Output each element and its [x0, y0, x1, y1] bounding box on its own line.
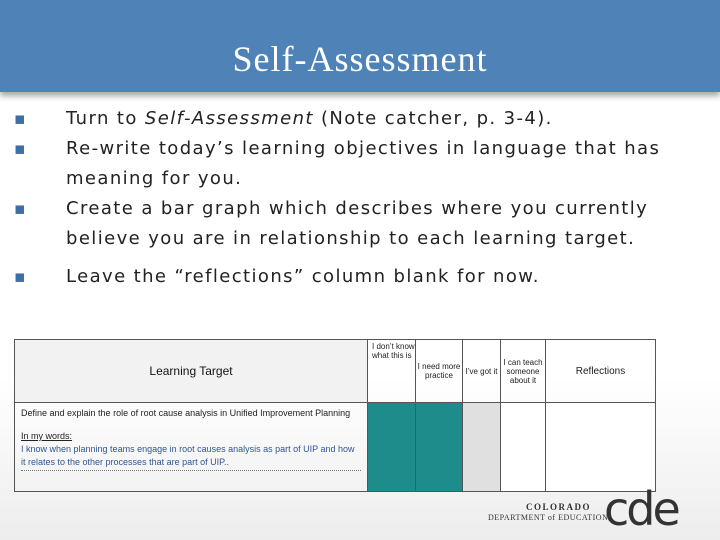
bullet-marker-icon: ▪ [14, 109, 27, 129]
bullet-text-prefix: Turn to [66, 108, 145, 129]
got-it-header: I’ve got it [463, 340, 501, 403]
bullet-marker-icon: ▪ [14, 199, 27, 219]
in-my-words-label: In my words: [21, 431, 73, 441]
cde-logo [486, 482, 696, 536]
learning-target-cell [15, 403, 368, 492]
bullet-text-suffix: (Note catcher, p. 3-4). [313, 108, 553, 129]
slide-title: Self-Assessment [232, 39, 488, 79]
dont-know-header: I don’t know what this is [368, 340, 416, 403]
reflections-header: Reflections [546, 340, 656, 403]
logo-colorado-text: COLORADO [526, 502, 592, 512]
bullet-text-italic: Self-Assessment [144, 108, 314, 129]
bullet-item [14, 104, 704, 134]
bullet-marker-icon: ▪ [14, 267, 27, 287]
can-teach-cell [501, 403, 546, 492]
bullet-item [14, 262, 704, 292]
bullet-marker-icon: ▪ [14, 139, 27, 159]
learning-objective: Define and explain the role of root cause analysis in Unified Improvement Planning [21, 408, 351, 418]
reflections-cell [546, 403, 656, 492]
need-practice-header: I need more practice [416, 340, 463, 403]
bullet-list [14, 104, 704, 292]
logo-department-text: DEPARTMENT of EDUCATION [488, 513, 609, 522]
in-my-words-text: I know when planning teams engage in root causes analysis as part of UIP and how it relates to the other processes that are part of UIP.. [21, 443, 361, 471]
need-practice-bar [416, 403, 463, 492]
bullet-text: Leave the “reflections” column blank for now. [66, 266, 540, 287]
bullet-item [14, 194, 704, 254]
logo-cde-mark: cde [604, 482, 678, 536]
got-it-bar [463, 403, 501, 492]
bullet-item [14, 134, 704, 194]
bullet-text: Re-write today’s learning objectives in language that has meaning for you. [66, 138, 661, 189]
bullet-text: Create a bar graph which describes where you currently believe you are in relationship to each learning target. [66, 198, 649, 249]
self-assessment-table [14, 339, 655, 492]
dont-know-bar [368, 403, 416, 492]
can-teach-header: I can teach someone about it [501, 340, 546, 403]
learning-target-header: Learning Target [15, 340, 368, 403]
